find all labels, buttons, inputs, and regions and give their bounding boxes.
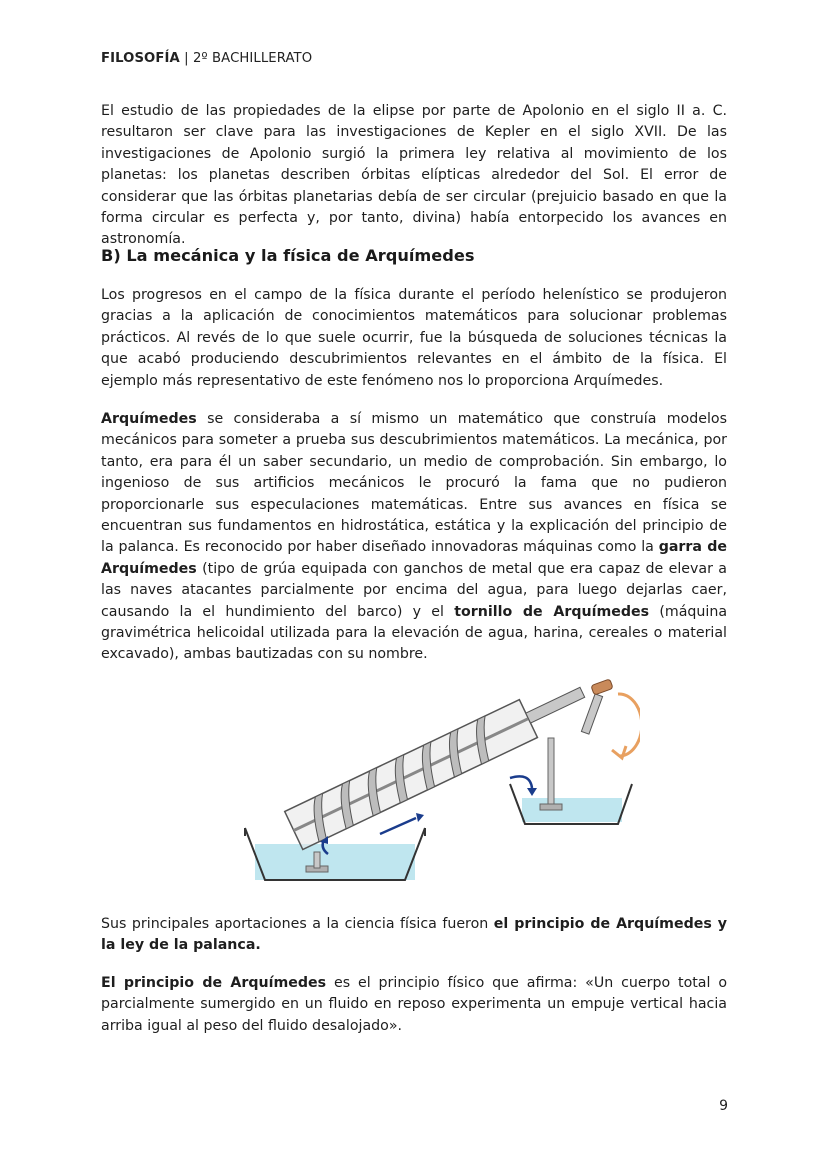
paragraph-arquimedes: Arquímedes se consideraba a sí mismo un matemático que construía modelos mecánicos para someter a prueba sus descubrimientos matemáticos. La mecánica, por tanto, era para él un saber secundario, un medio de comprobación. Sin embargo, lo ingenioso de sus artificios mecánicos le procuró la fama que no pudieron proporcionarle sus especulaciones matemáticas. Entre sus avances en física se encuentran sus fundamentos en hidrostática, estática y la explicación del principio de la palanca. Es reconocido por haber diseñado innovadoras máquinas como la garra de Arquímedes (tipo de grúa equipada con ganchos de metal que era capaz de elevar a las naves atacantes parcialmente por encima del agua, para luego dejarlas caer, causando la el hundimiento del barco) y el tornillo de Arquímedes (máquina gravimétrica helicoidal utilizada para la elevación de agua, harina, cereales o material excavado), ambas bautizadas con su nombre. (101, 411, 728, 663)
lower-basin (245, 828, 425, 880)
paragraph-aportaciones: Sus principales aportaciones a la ciencia física fueron el principio de Arquímedes y la ley de la palanca. (101, 916, 727, 954)
page-number: 9 (719, 1098, 728, 1114)
header-separator: | (179, 51, 193, 66)
paragraph-progresos: Los progresos en el campo de la física durante el período helenístico se produjeron gracias a la aplicación de conocimientos matemáticos para solucionar problemas prácticos. Al revés de lo que suele ocurrir, fue la búsqueda de soluciones técnicas la que acabó produciendo descubrimientos relevantes en el ámbito de la física. El ejemplo más representativo de este fenómeno nos lo proporciona Arquímedes. (101, 287, 727, 389)
archimedes-screw-illustration (240, 676, 640, 886)
section-title: B) La mecánica y la física de Arquímedes (101, 246, 475, 265)
term-tornillo: tornillo de Arquímedes (454, 603, 650, 620)
paragraph-apolonio: El estudio de las propiedades de la elipse por parte de Apolonio en el siglo II a. C. resultaron ser clave para las investigaciones de Kepler en el siglo XVII. De las investigaciones de Apolonio surgió la primera ley relativa al movimiento de los planetas: los planetas describen órbitas elípticas alrededor del Sol. El error de considerar que las órbitas planetarias debía de ser circular (prejuicio basado en que la forma circular es perfecta y, por tanto, divina) había entorpecido los avances en astronomía. (101, 103, 727, 248)
term-arquimedes: Arquímedes (101, 411, 197, 427)
paragraph-principio: El principio de Arquímedes es el principio físico que afirma: «Un cuerpo total o parcialmente sumergido en un fluido en reposo experimenta un empuje vertical hacia arriba igual al peso del fluido desalojado». (101, 975, 727, 1034)
term-principio: El principio de Arquímedes (101, 975, 327, 991)
crank-handle (581, 679, 640, 758)
header-subject: FILOSOFÍA (101, 51, 180, 66)
header-course: 2º BACHILLERATO (192, 51, 313, 66)
page-header (101, 51, 312, 66)
term-garra: garra de Arquímedes (101, 539, 727, 577)
term-aportaciones: el principio de Arquímedes y la ley de la palanca. (101, 916, 727, 954)
